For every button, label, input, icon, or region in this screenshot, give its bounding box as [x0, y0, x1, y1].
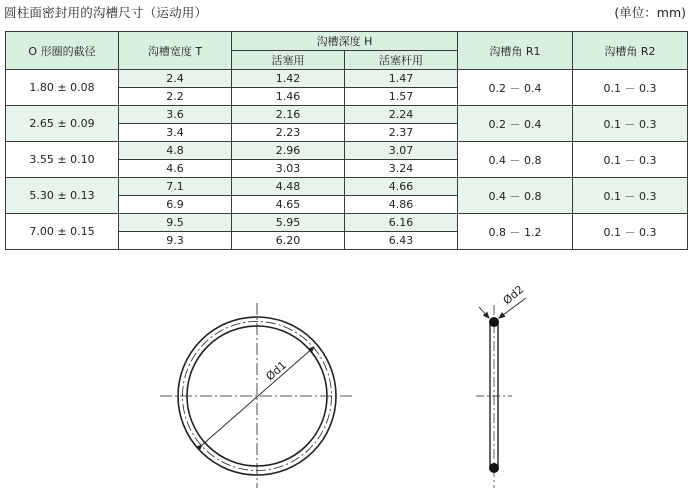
cell-depth-piston: 1.46 [232, 88, 345, 106]
cell-groove-width: 6.9 [119, 196, 232, 214]
cell-depth-rod: 3.07 [345, 142, 458, 160]
cell-angle-r2: 0.1 － 0.3 [573, 142, 688, 178]
cell-groove-width: 3.6 [119, 106, 232, 124]
cell-depth-rod: 1.47 [345, 70, 458, 88]
cell-depth-rod: 1.57 [345, 88, 458, 106]
cell-groove-width: 9.5 [119, 214, 232, 232]
header-groove-width: 沟槽宽度 T [119, 32, 232, 70]
cell-depth-piston: 5.95 [232, 214, 345, 232]
cell-groove-width: 9.3 [119, 232, 232, 250]
d2-label: Ød2 [500, 282, 527, 308]
cell-depth-piston: 1.42 [232, 70, 345, 88]
header-section: O 形圈的截径 [6, 32, 119, 70]
cell-depth-rod: 4.86 [345, 196, 458, 214]
cell-depth-piston: 4.65 [232, 196, 345, 214]
header-groove-depth: 沟槽深度 H [232, 32, 458, 51]
header-depth-rod: 活塞杆用 [345, 51, 458, 70]
cell-groove-width: 2.4 [119, 70, 232, 88]
cross-section-view [476, 283, 526, 488]
cell-angle-r1: 0.8 － 1.2 [458, 214, 573, 250]
header-groove-angle-r2: 沟槽角 R2 [573, 32, 688, 70]
cell-section: 3.55 ± 0.10 [6, 142, 119, 178]
cell-angle-r1: 0.4 － 0.8 [458, 142, 573, 178]
cell-depth-rod: 6.16 [345, 214, 458, 232]
cell-groove-width: 2.2 [119, 88, 232, 106]
d1-label: Ød1 [263, 358, 290, 384]
cell-depth-piston: 3.03 [232, 160, 345, 178]
page-title: 圆柱面密封用的沟槽尺寸（运动用） [4, 5, 208, 20]
cell-angle-r2: 0.1 － 0.3 [573, 70, 688, 106]
front-view [160, 303, 354, 488]
cell-section: 2.65 ± 0.09 [6, 106, 119, 142]
cell-angle-r1: 0.2 － 0.4 [458, 106, 573, 142]
cell-depth-rod: 3.24 [345, 160, 458, 178]
cell-groove-width: 4.8 [119, 142, 232, 160]
header-depth-piston: 活塞用 [232, 51, 345, 70]
cell-depth-piston: 2.16 [232, 106, 345, 124]
cell-section: 5.30 ± 0.13 [6, 178, 119, 214]
cell-depth-rod: 2.37 [345, 124, 458, 142]
cell-section: 7.00 ± 0.15 [6, 214, 119, 250]
cell-angle-r2: 0.1 － 0.3 [573, 178, 688, 214]
cell-groove-width: 3.4 [119, 124, 232, 142]
cell-depth-piston: 2.96 [232, 142, 345, 160]
cell-angle-r1: 0.4 － 0.8 [458, 178, 573, 214]
cell-groove-width: 4.6 [119, 160, 232, 178]
cell-depth-piston: 4.48 [232, 178, 345, 196]
cell-depth-piston: 2.23 [232, 124, 345, 142]
unit-label: (单位：mm) [614, 5, 686, 20]
cell-angle-r2: 0.1 － 0.3 [573, 106, 688, 142]
cell-depth-rod: 6.43 [345, 232, 458, 250]
cell-section: 1.80 ± 0.08 [6, 70, 119, 106]
d2-leader-1 [479, 307, 489, 318]
cell-depth-rod: 2.24 [345, 106, 458, 124]
cell-angle-r1: 0.2 － 0.4 [458, 70, 573, 106]
cell-groove-width: 7.1 [119, 178, 232, 196]
cell-angle-r2: 0.1 － 0.3 [573, 214, 688, 250]
d1-dimension-line [202, 347, 314, 445]
cell-depth-rod: 4.66 [345, 178, 458, 196]
cell-depth-piston: 6.20 [232, 232, 345, 250]
section-bottom-dot [489, 463, 499, 473]
header-groove-angle-r1: 沟槽角 R1 [458, 32, 573, 70]
section-top-dot [489, 317, 499, 327]
